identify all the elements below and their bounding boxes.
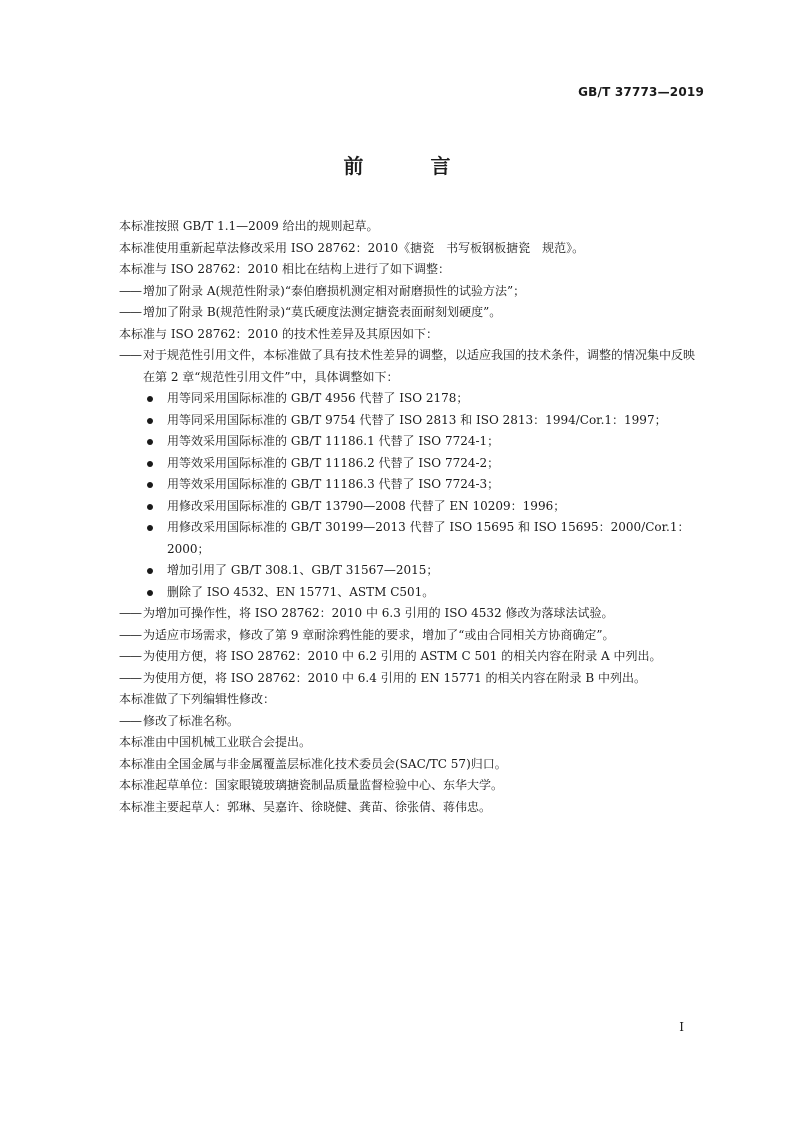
paragraph: 本标准与 ISO 28762：2010 相比在结构上进行了如下调整： <box>119 262 450 276</box>
document-code: GB/T 37773—2019 <box>578 85 704 99</box>
bullet-text: 用等同采用国际标准的 GB/T 4956 代替了 ISO 2178； <box>167 391 469 405</box>
dash-item <box>119 345 705 388</box>
dash-item <box>119 711 705 733</box>
bullet-item <box>119 388 705 410</box>
dash-marker: —— <box>119 670 141 685</box>
bullet-item <box>119 582 705 604</box>
bullet-item <box>119 560 705 582</box>
paragraph: 本标准由中国机械工业联合会提出。 <box>119 735 312 749</box>
page-title: 前 言 <box>343 154 481 178</box>
bullet-item <box>119 453 705 475</box>
bullet-dot-icon <box>147 568 153 574</box>
paragraph: 本标准由全国金属与非金属覆盖层标准化技术委员会(SAC/TC 57)归口。 <box>119 756 507 771</box>
dash-item <box>119 646 705 668</box>
dash-marker: —— <box>119 348 141 362</box>
paragraph: 本标准做了下列编辑性修改： <box>119 692 276 706</box>
bullet-dot-icon <box>147 461 153 467</box>
page-number: I <box>679 1020 684 1034</box>
bullet-item <box>119 496 705 518</box>
bullet-list <box>119 388 705 603</box>
paragraph: 本标准起草单位：国家眼镜玻璃搪瓷制品质量监督检验中心、东华大学。 <box>119 778 504 792</box>
bullet-text: 用修改采用国际标准的 GB/T 30199—2013 代替了 ISO 15695 和 ISO 15695：2000/Cor.1：2000； <box>167 520 690 556</box>
bullet-text: 用等同采用国际标准的 GB/T 9754 代替了 ISO 2813 和 ISO 2813：1994/Cor.1：1997； <box>167 412 667 427</box>
dash-item-text: 为使用方便，将 ISO 28762：2010 中 6.2 引用的 ASTM C 501 的相关内容在附录 A 中列出。 <box>143 649 662 663</box>
dash-item <box>119 625 705 647</box>
dash-item-text: 增加了附录 A(规范性附录)“泰伯磨损机测定相对耐磨损性的试验方法”； <box>143 283 526 298</box>
bullet-dot-icon <box>147 439 153 445</box>
dash-item <box>119 668 705 690</box>
dash-item-text: 对于规范性引用文件，本标准做了具有技术性差异的调整，以适应我国的技术条件，调整的情况集中反映在第 2 章“规范性引用文件”中，具体调整如下： <box>143 348 696 384</box>
dash-marker: —— <box>119 649 141 663</box>
dash-item-text: 修改了标准名称。 <box>143 713 240 728</box>
paragraph: 本标准按照 GB/T 1.1—2009 给出的规则起草。 <box>119 219 379 233</box>
bullet-dot-icon <box>147 396 153 402</box>
dash-item-text: 为适应市场需求，修改了第 9 章耐涂鸦性能的要求，增加了“或由合同相关方协商确定”。 <box>143 627 615 642</box>
paragraph: 本标准使用重新起草法修改采用 ISO 28762：2010《搪瓷 书写板钢板搪瓷 规范》。 <box>119 240 585 255</box>
preface-body <box>119 216 705 818</box>
bullet-dot-icon <box>147 590 153 596</box>
dash-item-text: 为使用方便，将 ISO 28762：2010 中 6.4 引用的 EN 15771 的相关内容在附录 B 中列出。 <box>143 670 646 685</box>
bullet-dot-icon <box>147 504 153 510</box>
dash-item-text: 增加了附录 B(规范性附录)“莫氏硬度法测定搪瓷表面耐刻划硬度”。 <box>143 305 502 319</box>
bullet-text: 删除了 ISO 4532、EN 15771、ASTM C501。 <box>167 584 435 599</box>
paragraph: 本标准主要起草人：郭琳、吴嘉许、徐晓健、龚苗、徐张倩、蒋伟忠。 <box>119 799 492 814</box>
bullet-dot-icon <box>147 525 153 531</box>
dash-marker: —— <box>119 606 141 620</box>
bullet-item <box>119 431 705 453</box>
bullet-text: 用等效采用国际标准的 GB/T 11186.3 代替了 ISO 7724-3； <box>167 477 500 491</box>
bullet-text: 用等效采用国际标准的 GB/T 11186.1 代替了 ISO 7724-1； <box>167 434 500 448</box>
dash-marker: —— <box>119 627 141 642</box>
bullet-item <box>119 474 705 496</box>
dash-marker: —— <box>119 283 141 298</box>
bullet-dot-icon <box>147 482 153 488</box>
bullet-text: 用修改采用国际标准的 GB/T 13790—2008 代替了 EN 10209：1996； <box>167 498 566 513</box>
paragraph: 本标准与 ISO 28762：2010 的技术性差异及其原因如下： <box>119 326 438 341</box>
dash-item-text: 为增加可操作性，将 ISO 28762：2010 中 6.3 引用的 ISO 4532 修改为落球法试验。 <box>143 606 614 620</box>
dash-marker: —— <box>119 713 141 728</box>
dash-item <box>119 281 705 303</box>
bullet-text: 增加引用了 GB/T 308.1、GB/T 31567—2015； <box>167 563 439 577</box>
bullet-dot-icon <box>147 418 153 424</box>
bullet-text: 用等效采用国际标准的 GB/T 11186.2 代替了 ISO 7724-2； <box>167 455 500 470</box>
dash-item <box>119 603 705 625</box>
dash-marker: —— <box>119 305 141 319</box>
bullet-item <box>119 410 705 432</box>
bullet-item <box>119 517 705 560</box>
dash-item <box>119 302 705 324</box>
